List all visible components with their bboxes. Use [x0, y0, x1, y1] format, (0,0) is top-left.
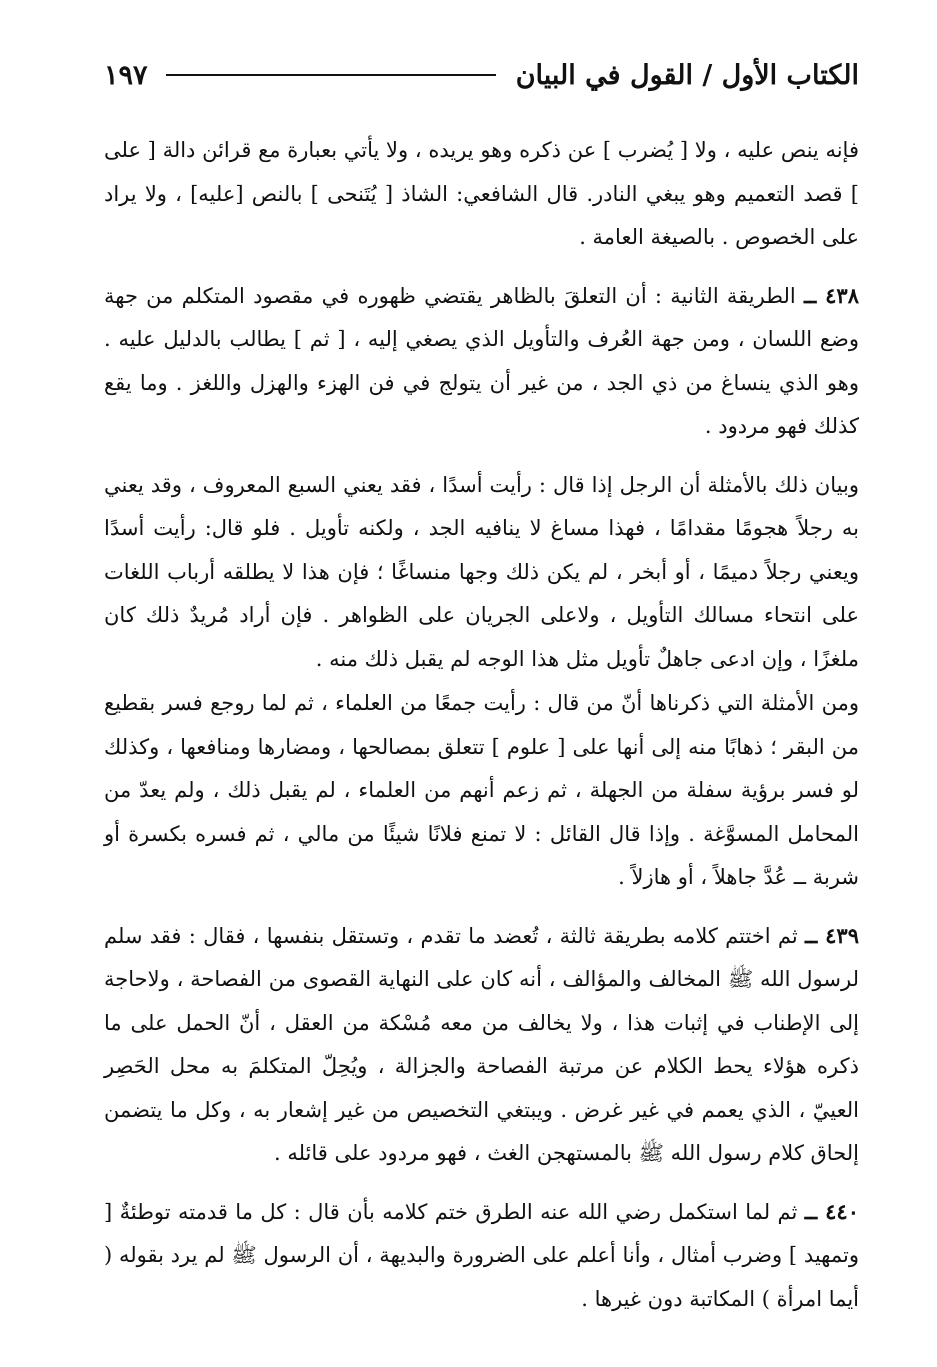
paragraph-text: ثم لما استكمل رضي الله عنه الطرق ختم كلامه بأن قال : كل ما قدمته توطئةٌ [ وتمهيد ] وضرب أمثال ، وأنا أعلم على الضرورة والبديهة ، أن الرسول ﷺ لم يرد بقوله ( أيما امرأة ) المكاتبة دون غيرها .	[104, 1199, 859, 1311]
running-header-title: الكتاب الأول / القول في البيان	[515, 59, 859, 91]
paragraph-text: الطريقة الثانية : أن التعلقَ بالظاهر يقتضي ظهوره في مقصود المتكلم من جهة وضع اللسان ، ومن جهة العُرف والتأويل الذي يصغي إليه ، [ ثم ] يطالب بالدليل عليه . وهو الذي ينساغ من ذي الجد ، من غير أن يتولج في فن الهزء والهزل واللغز . وما يقع كذلك فهو مردود .	[104, 283, 859, 438]
paragraph-text: ومن الأمثلة التي ذكرناها أنّ من قال : رأيت جمعًا من العلماء ، ثم لما روجع فسر بقطيع من البقر ؛ ذهابًا منه إلى أنها على [ علوم ] تتعلق بمصالحها ، ومضارها ومنافعها ، وكذلك لو فسر برؤية سفلة من الجهلة ، ثم زعم أنهم من العلماء ، لم يقبل ذلك ، ولم يعدّ من المحامل المسوَّغة . وإذا قال القائل : لا تمنع فلانًا شيئًا من مالي ، ثم فسره بكسرة أو شربة ــ عُدَّ جاهلاً ، أو هازلاً .	[104, 691, 859, 889]
paragraph-number: ٤٣٨ ــ	[803, 282, 859, 308]
paragraph	[104, 463, 859, 682]
body-text	[104, 128, 859, 1321]
paragraph-number: ٤٤٠ ــ	[804, 1198, 859, 1224]
paragraph-text: فإنه ينص عليه ، ولا [ يُضرب ] عن ذكره وهو يريده ، ولا يأتي بعبارة مع قرائن دالة [ على ] قصد التعميم وهو يبغي النادر. قال الشافعي: الشاذ [ يُتَنحى ] بالنص [عليه] ، ولا يراد على الخصوص . بالصيغة العامة .	[104, 138, 859, 249]
header-rule	[166, 74, 496, 76]
paragraph-number: ٤٣٩ ــ	[804, 922, 859, 948]
paragraph	[104, 1190, 859, 1322]
paragraph-text: ثم اختتم كلامه بطريقة ثالثة ، تُعضد ما تقدم ، وتستقل بنفسها ، فقال : فقد سلم لرسول الله ﷺ المخالف والمؤالف ، أنه كان على النهاية القصوى من الفصاحة ، ولاحاجة إلى الإطناب في إثبات هذا ، ولا يخالف من معه مُسْكة من العقل ، أنّ الحمل على ما ذكره هؤلاء يحط الكلام عن مرتبة الفصاحة والجزالة ، ويُحِلّ المتكلمَ به محل الحَصِر العييّ ، الذي يعمم في غير غرض . ويبتغي التخصيص من غير إشعار به ، وكل ما يتضمن إلحاق كلام رسول الله ﷺ بالمستهجن الغث ، فهو مردود على قائله .	[104, 923, 859, 1165]
paragraph-text: وبيان ذلك بالأمثلة أن الرجل إذا قال : رأيت أسدًا ، فقد يعني السبع المعروف ، وقد يعني به رجلاً هجومًا مقدامًا ، فهذا مساغ لا ينافيه الجد ، ولكنه تأويل . فلو قال: رأيت أسدًا ويعني رجلاً دميمًا ، أو أبخر ، لم يكن ذلك وجها منساغًا ؛ فإن هذا لا يطلقه أرباب اللغات على انتحاء مسالك التأويل ، ولاعلى الجريان على الظواهر . فإن أراد مُريدٌ ذلك كان ملغزًا ، وإن ادعى جاهلٌ تأويل مثل هذا الوجه لم يقبل ذلك منه .	[104, 472, 859, 671]
paragraph	[104, 128, 859, 260]
paragraph	[104, 681, 859, 900]
page-number: ١٩٧	[104, 59, 148, 91]
paragraph	[104, 914, 859, 1176]
running-header	[104, 52, 859, 98]
paragraph	[104, 274, 859, 449]
